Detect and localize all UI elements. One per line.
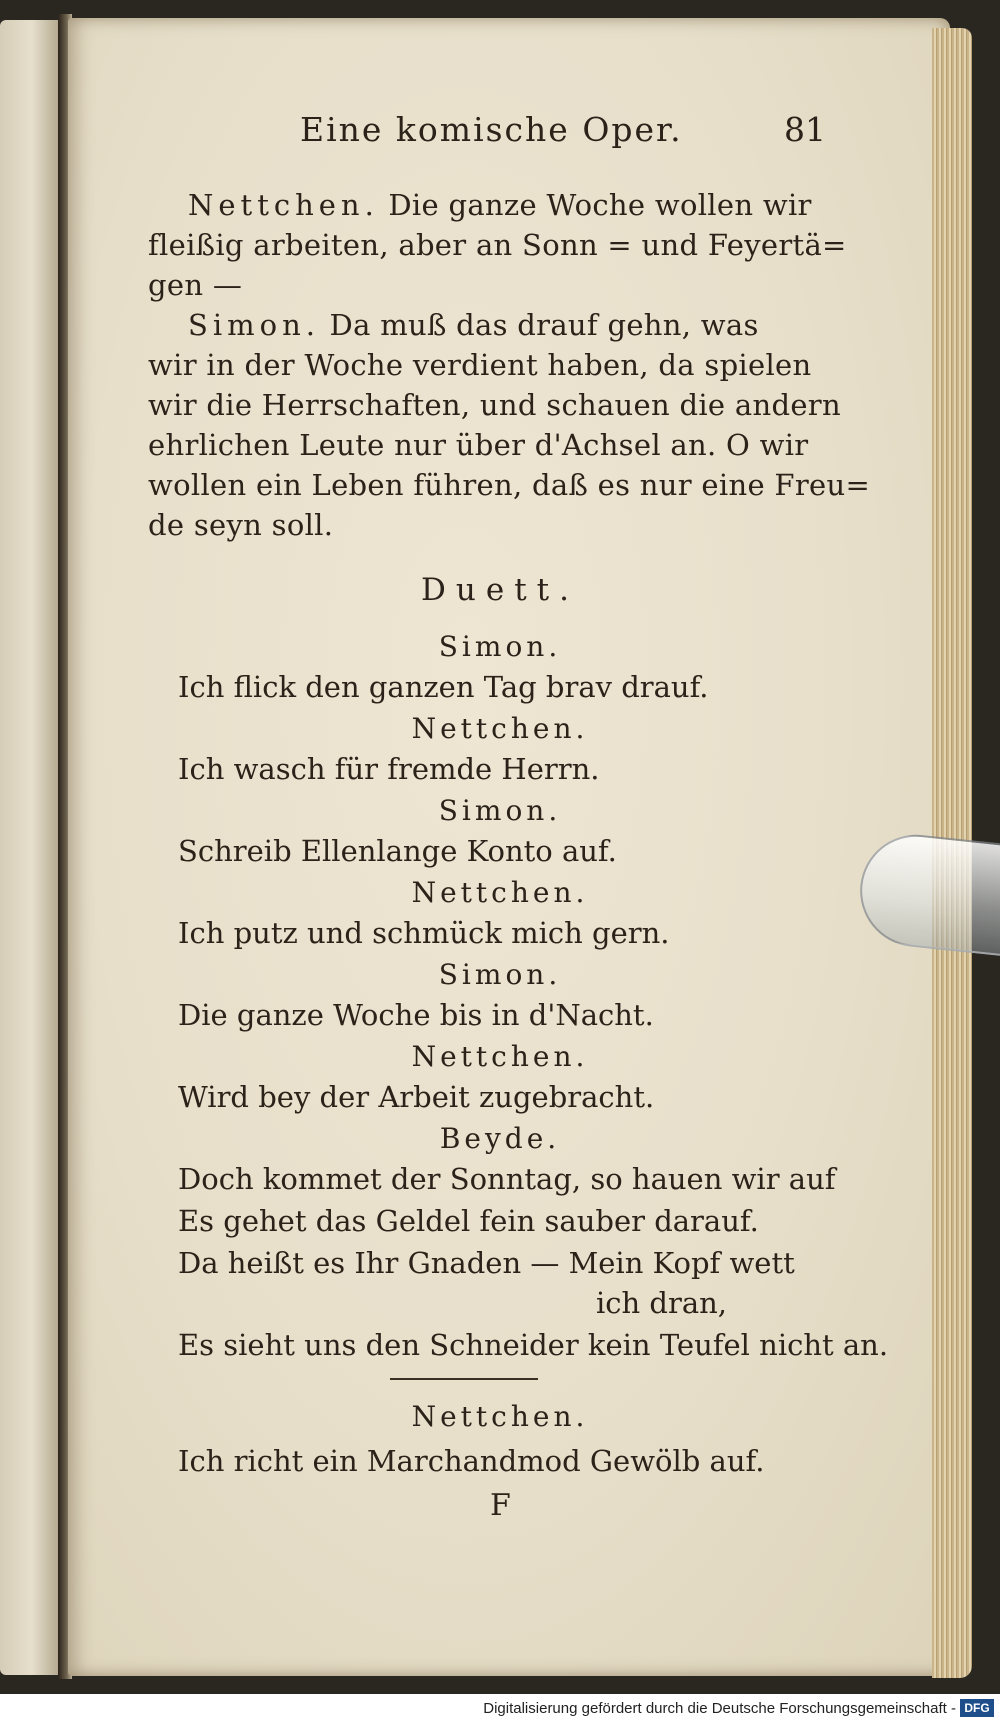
prose-line: ehrlichen Leute nur über d'Achsel an. O wir: [148, 428, 809, 462]
lyric-line: Ich flick den ganzen Tag brav drauf.: [178, 670, 709, 704]
speaker-heading: Nettchen.: [411, 1400, 589, 1433]
lyric-line: Es sieht uns den Schneider kein Teufel nicht an.: [178, 1328, 889, 1362]
lyric-line: Doch kommet der Sonntag, so hauen wir auf: [178, 1162, 836, 1196]
speaker-heading: Simon.: [438, 630, 562, 663]
speaker-heading: Simon.: [438, 958, 562, 991]
lyric-line: Ich wasch für fremde Herrn.: [178, 752, 600, 786]
prose-line: gen —: [148, 268, 243, 302]
section-title: Duett.: [421, 572, 579, 608]
lyric-line: Ich putz und schmück mich gern.: [178, 916, 670, 950]
section-divider: [390, 1378, 538, 1380]
speaker-heading: Nettchen.: [411, 712, 589, 745]
speaker-name: Simon.: [188, 308, 320, 342]
prose-line: wir in der Woche verdient haben, da spielen: [148, 348, 812, 382]
prose-line: [188, 308, 759, 342]
prose-line: wollen ein Leben führen, daß es nur eine Freu=: [148, 468, 871, 502]
lyric-line: Die ganze Woche bis in d'Nacht.: [178, 998, 654, 1032]
speaker-heading: Nettchen.: [411, 1040, 589, 1073]
signature-mark: F: [490, 1488, 511, 1523]
lyric-line: Es gehet das Geldel fein sauber darauf.: [178, 1204, 759, 1238]
prose-line: de seyn soll.: [148, 508, 334, 542]
dfg-logo: DFG: [960, 1699, 994, 1717]
lyric-line: Ich richt ein Marchandmod Gewölb auf.: [178, 1444, 765, 1478]
prose-line: [188, 188, 812, 222]
lyric-line: Schreib Ellenlange Konto auf.: [178, 834, 617, 868]
line-text: Die ganze Woche wollen wir: [388, 188, 812, 222]
line-text: Da muß das drauf gehn, was: [329, 308, 759, 342]
speaker-name: Nettchen.: [188, 188, 379, 222]
funding-credit: Digitalisierung gefördert durch die Deutsche Forschungsgemeinschaft -: [483, 1700, 956, 1717]
page-number: 81: [784, 110, 826, 149]
running-header: Eine komische Oper.: [300, 110, 683, 149]
prose-line: fleißig arbeiten, aber an Sonn = und Feyertä=: [148, 228, 847, 262]
speaker-heading: Simon.: [438, 794, 562, 827]
speaker-heading: Beyde.: [439, 1122, 561, 1155]
prose-line: wir die Herrschaften, und schauen die andern: [148, 388, 841, 422]
lyric-line-continuation: ich dran,: [596, 1286, 728, 1320]
lyric-line: Wird bey der Arbeit zugebracht.: [178, 1080, 655, 1114]
speaker-heading: Nettchen.: [411, 876, 589, 909]
lyric-line: Da heißt es Ihr Gnaden — Mein Kopf wett: [178, 1246, 795, 1280]
